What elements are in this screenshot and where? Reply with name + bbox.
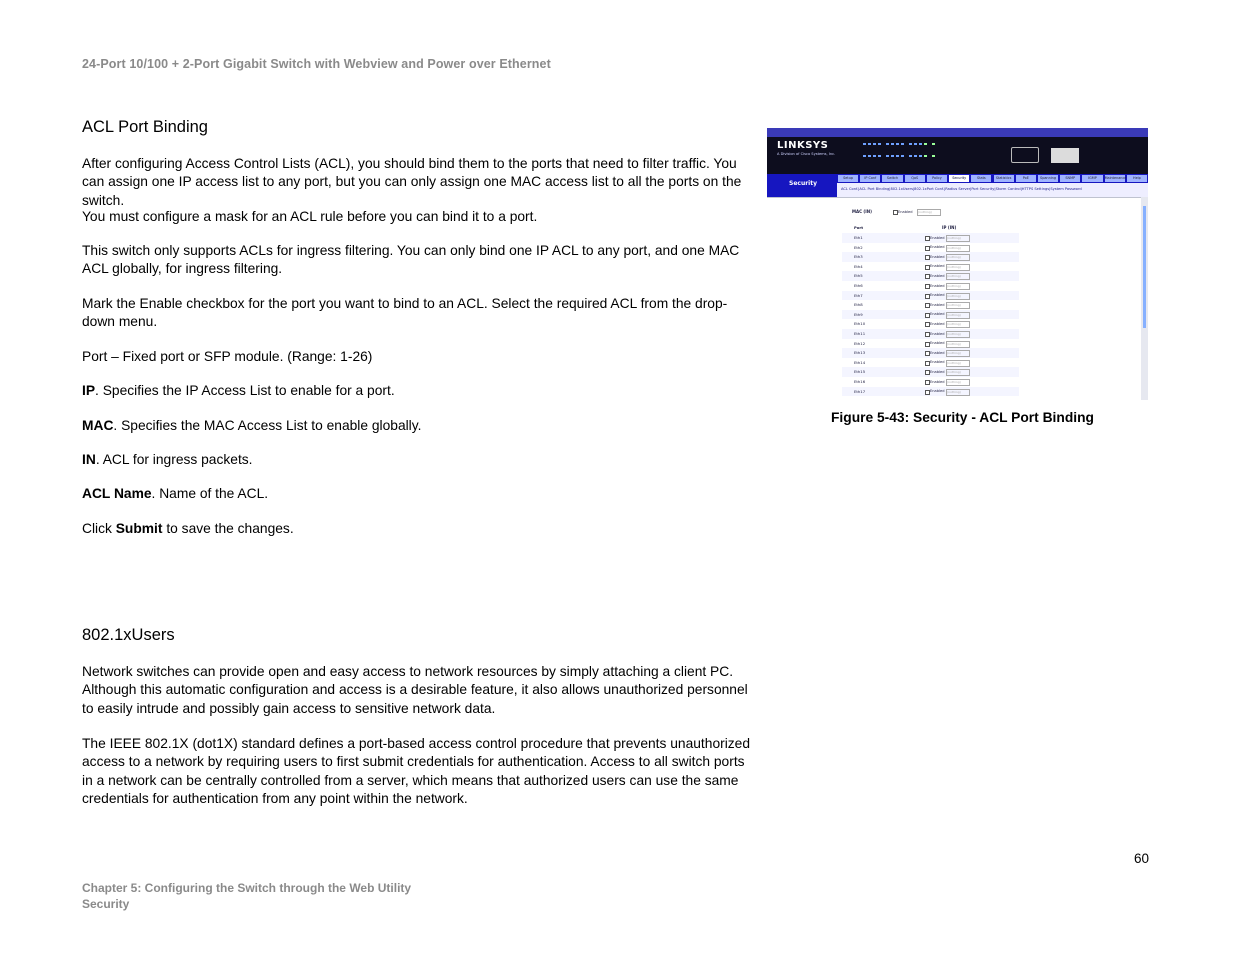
console-port-icon	[1011, 147, 1039, 163]
section-heading-acl-port-binding: ACL Port Binding	[82, 118, 208, 136]
logo-tagline: A Division of Cisco Systems, Inc.	[777, 152, 836, 156]
port-ip-acl-select[interactable]: (nothing)	[946, 293, 970, 300]
port-ip-acl-select[interactable]: (nothing)	[946, 369, 970, 376]
table-row	[842, 310, 1019, 320]
port-ip-acl-select[interactable]: (nothing)	[946, 254, 970, 261]
mac-in-label: MAC (IN)	[852, 209, 872, 214]
figure-screenshot	[767, 128, 1148, 400]
term-submit: Submit	[115, 521, 163, 536]
port-name: Eth15	[854, 369, 866, 375]
paragraph-mask-note: You must configure a mask for an ACL rule before you can bind it to a port.	[82, 209, 538, 224]
port-ip-acl-select[interactable]: (nothing)	[946, 273, 970, 280]
table-row	[842, 271, 1019, 281]
port-enabled-label: Enabled	[930, 235, 945, 240]
definition-ip	[82, 382, 758, 400]
port-enabled-label: Enabled	[930, 321, 945, 326]
port-enabled-label: Enabled	[930, 302, 945, 307]
col-port-header: Port	[854, 225, 864, 230]
table-row	[842, 300, 1019, 310]
table-row	[842, 348, 1019, 358]
term-acl-name: ACL Name	[82, 486, 152, 501]
paragraph-port-definition: Port – Fixed port or SFP module. (Range: 1-26)	[82, 349, 373, 364]
table-row	[842, 262, 1019, 272]
port-name: Eth6	[854, 283, 863, 288]
submenu-bar	[837, 183, 1148, 197]
section-panel	[767, 174, 837, 197]
tab-switch-config[interactable]: Switch	[882, 175, 902, 182]
port-enabled-label: Enabled	[930, 245, 945, 250]
definition-acl-name	[82, 485, 758, 503]
port-led	[932, 155, 935, 157]
port-ip-acl-select[interactable]: (nothing)	[946, 245, 970, 252]
port-name: Eth5	[854, 273, 863, 279]
tab-snmp[interactable]: SNMP	[1060, 175, 1080, 182]
click-suffix: to save the changes.	[162, 521, 294, 536]
paragraph-ieee-8021x: The IEEE 802.1X (dot1X) standard defines a port-based access control procedure that prevents unauthorized access to a network by requiring users to first submit credentials for authentication. Access to all switch ports in a network can be centrally controlled from a server, which means that authorized users can use the same credentials for authentication from any point within the network.	[82, 736, 751, 807]
port-name: Eth2	[854, 244, 863, 250]
port-led	[909, 155, 912, 157]
tab-bar	[837, 174, 1148, 183]
tab-qos[interactable]: QoS	[905, 175, 925, 182]
port-ip-acl-select[interactable]: (nothing)	[946, 264, 970, 271]
port-led	[914, 143, 917, 145]
tab-igmp[interactable]: IGMP	[1082, 175, 1102, 182]
tab-security[interactable]: Security	[949, 175, 969, 182]
table-row	[842, 291, 1019, 301]
paragraph-ingress-note: This switch only supports ACLs for ingress filtering. You can only bind one IP ACL to any port, and one MAC ACL globally, for ingress filtering.	[82, 243, 740, 277]
port-ip-acl-select[interactable]: (nothing)	[946, 321, 970, 328]
port-led	[886, 143, 889, 145]
port-enabled-label: Enabled	[930, 283, 945, 288]
port-ip-acl-select[interactable]: (nothing)	[946, 235, 970, 242]
port-enabled-label: Enabled	[930, 273, 945, 278]
port-led	[896, 155, 899, 157]
click-prefix: Click	[82, 521, 116, 536]
port-ip-acl-select[interactable]: (nothing)	[946, 350, 970, 357]
port-enabled-label: Enabled	[930, 331, 945, 336]
footer-chapter: Chapter 5: Configuring the Switch through the Web Utility	[82, 881, 412, 895]
port-name: Eth10	[854, 321, 866, 327]
tab-stats[interactable]: Stats	[971, 175, 991, 182]
port-led	[924, 143, 927, 145]
linksys-logo: LINKSYS	[777, 140, 829, 151]
port-name: Eth11	[854, 331, 866, 336]
definition-in	[82, 451, 758, 469]
port-ip-acl-select[interactable]: (nothing)	[946, 389, 970, 396]
port-ip-acl-select[interactable]: (nothing)	[946, 302, 970, 309]
port-led	[901, 155, 904, 157]
table-header	[842, 223, 1019, 233]
port-ip-acl-select[interactable]: (nothing)	[946, 331, 970, 338]
port-enabled-label: Enabled	[930, 264, 945, 269]
port-led	[868, 155, 871, 157]
footer-section: Security	[82, 897, 130, 911]
port-name: Eth16	[854, 379, 866, 384]
port-ip-acl-select[interactable]: (nothing)	[946, 379, 970, 386]
port-led	[868, 143, 871, 145]
table-row	[842, 281, 1019, 291]
port-name: Eth8	[854, 302, 863, 308]
port-enabled-label: Enabled	[930, 369, 945, 374]
table-row	[842, 329, 1019, 339]
port-name: Eth13	[854, 350, 866, 356]
table-row	[842, 252, 1019, 262]
port-ip-acl-select[interactable]: (nothing)	[946, 360, 970, 367]
port-led	[932, 143, 935, 145]
port-led	[891, 143, 894, 145]
table-row	[842, 367, 1019, 377]
paragraph-submit-instruction	[82, 520, 758, 538]
tab-help[interactable]: Help	[1127, 175, 1147, 182]
port-ip-acl-select[interactable]: (nothing)	[946, 312, 970, 319]
port-led	[914, 155, 917, 157]
port-led	[896, 143, 899, 145]
paragraph-enable-instructions: Mark the Enable checkbox for the port you want to bind to an ACL. Select the required ACL from the drop-down menu.	[82, 296, 728, 330]
separator	[767, 197, 1148, 198]
table-row	[842, 377, 1019, 387]
page-number: 60	[1134, 851, 1150, 866]
port-name: Eth4	[854, 263, 863, 269]
table-row	[842, 339, 1019, 349]
port-name: Eth1	[854, 235, 863, 240]
tab-poe[interactable]: PoE	[1016, 175, 1036, 182]
port-name: Eth7	[854, 292, 863, 298]
port-led	[863, 143, 866, 145]
port-led	[873, 143, 876, 145]
term-ip: IP	[82, 383, 96, 398]
tab-spanning-tree[interactable]: Spanning	[1038, 175, 1058, 182]
port-led	[886, 155, 889, 157]
table-row	[842, 233, 1019, 243]
title-strip	[767, 128, 1148, 137]
term-in: IN	[82, 452, 96, 467]
port-led	[919, 155, 922, 157]
col-ip-header: IP (IN)	[942, 225, 957, 230]
table-row	[842, 387, 1019, 397]
port-enabled-label: Enabled	[930, 379, 945, 384]
port-led	[919, 143, 922, 145]
port-ip-acl-select[interactable]: (nothing)	[946, 283, 970, 290]
running-header: 24-Port 10/100 + 2-Port Gigabit Switch with Webview and Power over Ethernet	[82, 57, 551, 71]
port-name: Eth14	[854, 359, 866, 365]
term-mac-desc: . Specifies the MAC Access List to enable globally.	[113, 418, 422, 433]
port-led	[891, 155, 894, 157]
port-name: Eth17	[854, 388, 866, 394]
port-enabled-label: Enabled	[930, 254, 945, 259]
table-row	[842, 319, 1019, 329]
port-enabled-label: Enabled	[930, 293, 945, 298]
port-led	[924, 155, 927, 157]
term-acl-name-desc: . Name of the ACL.	[151, 486, 269, 501]
table-row	[842, 243, 1019, 253]
port-led	[873, 155, 876, 157]
port-enabled-label: Enabled	[930, 312, 945, 317]
port-name: Eth9	[854, 311, 863, 317]
port-led	[878, 143, 881, 145]
port-ip-acl-select[interactable]: (nothing)	[946, 341, 970, 348]
tab-statistics[interactable]: Statistics	[994, 175, 1014, 182]
port-enabled-label: Enabled	[930, 350, 945, 355]
port-name: Eth12	[854, 340, 866, 346]
section-panel-label: Security	[789, 180, 818, 187]
table-row	[842, 358, 1019, 368]
tab-policy[interactable]: Policy	[927, 175, 947, 182]
mac-acl-select[interactable]: (nothing)	[917, 209, 941, 216]
port-led	[863, 155, 866, 157]
submenu-links[interactable]: ACL Conf.|ACL Port Binding|802.1xUsers|802.1xPort Conf.|Radius Server|Port Security|Storm Control|HTTPS Settings|System Password	[841, 187, 1082, 191]
port-enabled-label: Enabled	[930, 389, 945, 394]
section-heading-8021x-users: 802.1xUsers	[82, 626, 175, 644]
port-enabled-label: Enabled	[930, 341, 945, 346]
port-led	[909, 143, 912, 145]
port-led	[878, 155, 881, 157]
paragraph-network-access: Network switches can provide open and easy access to network resources by simply attaching a client PC. Although this automatic configuration and access is a desirable feature, it also allows unauthorized personnel to easily intrude and possibly gain access to sensitive network data.	[82, 664, 748, 716]
figure-caption: Figure 5-43: Security - ACL Port Binding	[831, 410, 1094, 425]
definition-mac	[82, 417, 758, 435]
scrollbar-thumb[interactable]	[1143, 206, 1146, 328]
tab-ip-conf[interactable]: IP Conf	[860, 175, 880, 182]
port-name: Eth3	[854, 254, 863, 260]
tab-maintenance[interactable]: Maintenance	[1104, 176, 1127, 180]
mac-enabled-label: Enabled	[898, 210, 913, 214]
port-enabled-label: Enabled	[930, 360, 945, 365]
cisco-bridge-icon	[1051, 148, 1079, 163]
term-ip-desc: . Specifies the IP Access List to enable for a port.	[95, 383, 395, 398]
term-mac: MAC	[82, 418, 114, 433]
tab-setup[interactable]: Setup	[838, 175, 858, 182]
paragraph-acl-intro: After configuring Access Control Lists (ACL), you should bind them to the ports that need to filter traffic. You can assign one IP access list to any port, but you can only assign one MAC access list to all the ports on the switch.	[82, 156, 742, 208]
term-in-desc: . ACL for ingress packets.	[95, 452, 253, 467]
port-led	[901, 143, 904, 145]
